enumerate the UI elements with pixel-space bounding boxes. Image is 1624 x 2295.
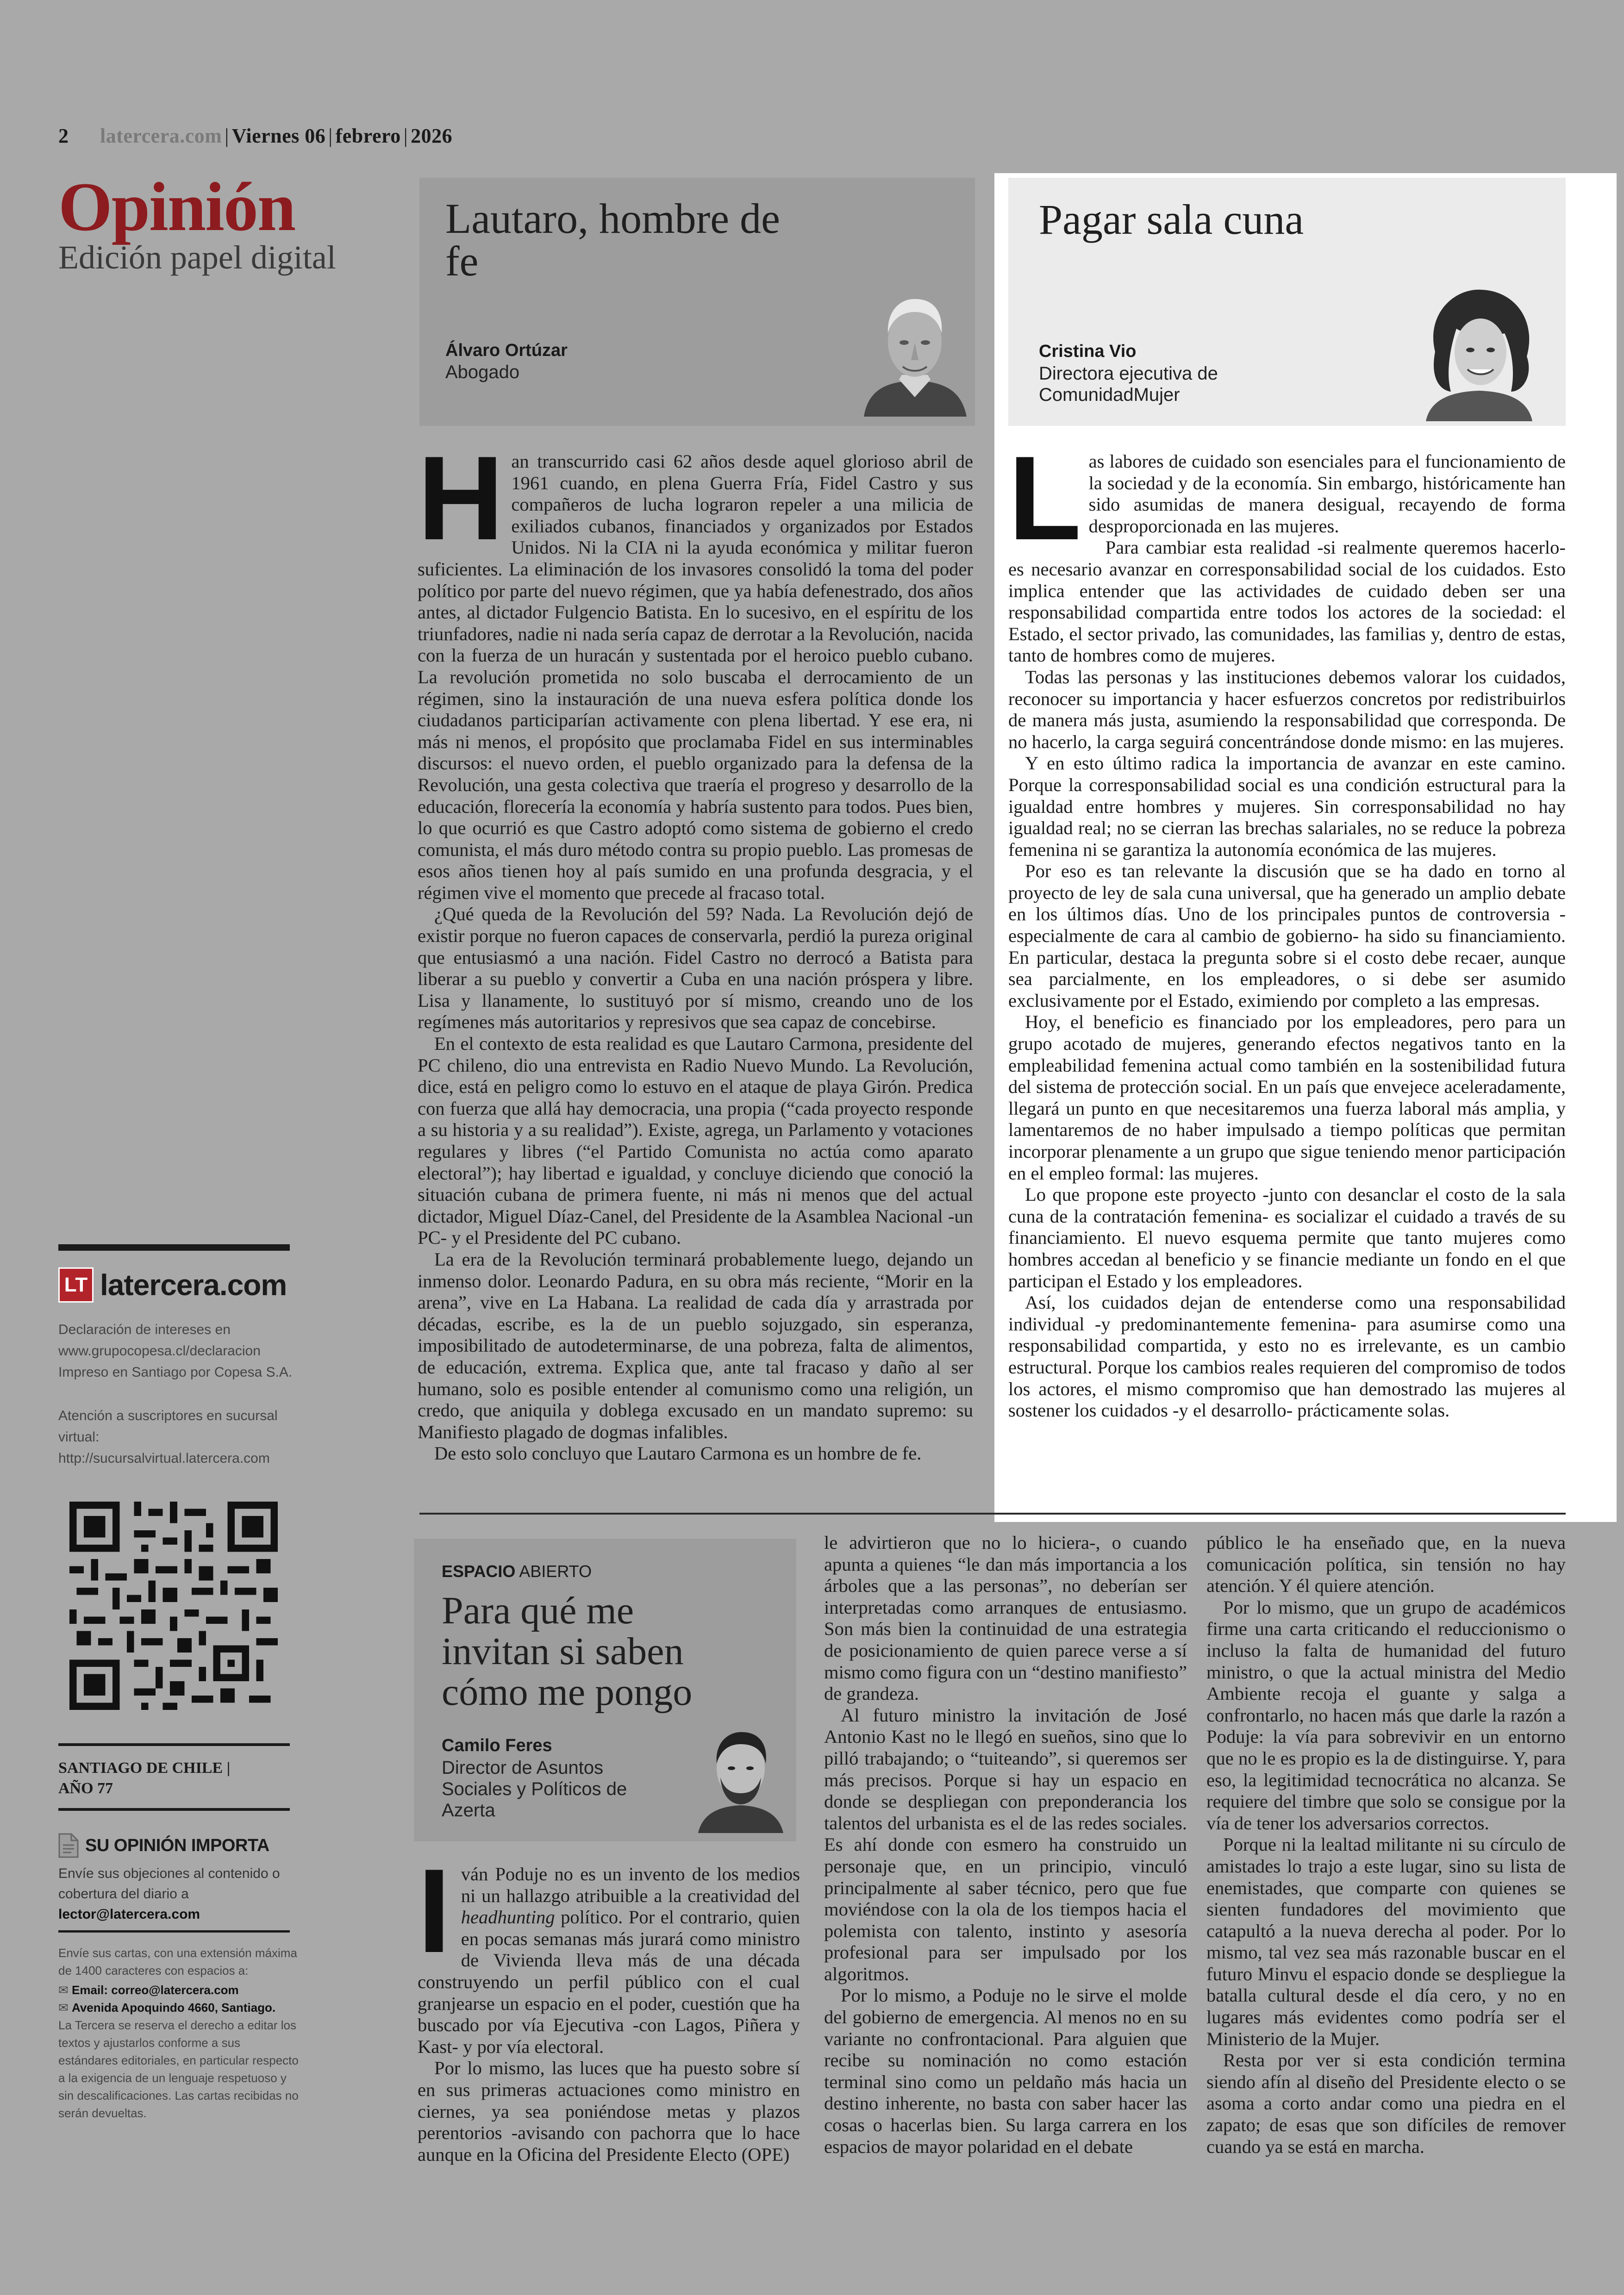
article3-paragraph: Resta por ver si esta condición termina siendo afín al diseño del Presidente electo o se asoma a corto andar como una piedra en el zapato; de esas que son difíciles de remover cuando ya se está en marcha. [1206, 2050, 1566, 2157]
document-icon [58, 1833, 79, 1858]
article1-paragraph: Han transcurrido casi 62 años desde aquel glorioso abril de 1961 cuando, en plena Guerra Fría, Fidel Castro y sus compañeros de lucha lograron repeler a una milicia de exiliados cubanos, financiados y organizados por Estados Unidos. Ni la CIA ni la ayuda económica y militar fueron suficientes. La eliminación de los invasores consolidó la toma del poder político por parte del nuevo régimen, que ya había defenestrado, dos años antes, al dictador Fulgencio Batista. En lo sucesivo, en el espíritu de los triunfadores, nadie ni nada sería capaz de derrotar a la Revolución, nacida con la fuerza de un huracán y sustentada por el heroico pueblo cubano. La revolución prometida no solo buscaba el derrocamiento de un régimen, sino la instauración de una nueva esfera política donde los ciudadanos participarían activamente con plena libertad. Y ese era, ni más ni menos, el propósito que proclamaba Fidel en sus interminables discursos: el nuevo orden, el pueblo organizado para la defensa de la Revolución, una gesta colectiva que traería el progreso y desarrollo de la educación, florecería la economía y habría sustento para todos. Pues bien, lo que ocurrió es que Castro adoptó como sistema de gobierno el credo comunista, el más duro método contra su propio pueblo. Las promesas de esos años tienen hoy al país sumido en una profunda desgracia, y el régimen vive el momento que precede al fracaso total. [418, 431, 973, 903]
su-opinion-block [58, 1864, 299, 1925]
su-opinion-heading [58, 1833, 269, 1858]
article2-paragraph: Así, los cuidados dejan de entenderse como una responsabilidad individual -y predominantemente femenina- para asumirse como una responsabilidad compartida, y esto no es irrelevante, es un cambio estructural. Porque los cambios reales requieren del compromiso de todos los actores, el mismo compromiso que han demostrado las mujeres al sostener los cuidados -y el desarrollo- prácticamente solas. [1008, 1292, 1566, 1421]
article1-paragraph: De esto solo concluyo que Lautaro Carmona es un hombre de fe. [434, 1443, 922, 1464]
article3-paragraph: Porque ni la lealtad militante ni su círculo de amistades lo trajo a este lugar, sino su lista de enemistades, que comparte con quienes se sienten fundadores del movimiento que catapultó a la nueva derecha al poder. Por lo mismo, tal vez sea más razonable buscar en el futuro Minvu el espacio donde se despliegue la batalla cultural desde el día cero, y no en lugares más evidentes como podría ser el Ministerio de la Mujer. [1206, 1834, 1566, 2049]
subscriber-attention-text: Atención a suscriptores en sucursal virtual: http://sucursalvirtual.latercera.com [58, 1408, 278, 1466]
article2-paragraph: Todas las personas y las instituciones debemos valorar los cuidados, reconocer su importancia y hacer esfuerzos concretos por redistribuirlos de manera más justa, asumiendo la responsabilidad que corresponda. De no hacerlo, la carga seguirá concentrándose donde mismo: en las mujeres. [1008, 666, 1566, 752]
article3-paragraph: le advirtieron que no lo hiciera-, o cuando apunta a quienes “le dan más importancia a los árboles que a las personas”, no deberían ser interpretadas como arranques de entusiasmo. Son más bien la continuidad de una estrategia de posicionamiento de quien parece verse a sí mismo como figura con un “destino manifiesto” de grandeza. [824, 1532, 1187, 1704]
article3-kicker: ESPACIO ABIERTO [442, 1562, 592, 1581]
article1-title: Lautaro, hombre de fe [445, 195, 780, 285]
letters-email[interactable]: Email: correo@latercera.com [72, 1983, 239, 1997]
article1-paragraph: ¿Qué queda de la Revolución del 59? Nada. La Revolución dejó de existir porque no fueron capaces de conservarla, perdió la pureza original que entusiasmó a una nación. Fidel Castro no derrocó a Batista para liberar a su pueblo y convertir a Cuba en una nación próspera y libre. Lisa y llanamente, lo sustituyó por sí mismo, creando uno de los regímenes más autoritarios y represivos que sea capaz de concebirse. [418, 904, 973, 1033]
section-subtitle: Edición papel digital [58, 239, 336, 276]
article3-title: Para qué me invitan si saben cómo me pongo [442, 1589, 693, 1714]
divider [58, 1930, 290, 1933]
year-label: AÑO 77 [58, 1780, 113, 1797]
article2-role: Directora ejecutiva de ComunidadMujer [1039, 363, 1218, 405]
header-day: Viernes 06 [231, 125, 326, 147]
article3-paragraph: Por lo mismo, que un grupo de académicos firme una carta criticando el reduccionismo o incluso la falta de humanidad del futuro ministro, o que la actual ministra del Medio Ambiente recoja el guante y salga a confrontarlo, no hacen más que darle la razón a Poduje: la vía para sobrevivir en un entorno que no le es propio es la de distinguirse. Y, para eso, la legitimidad tecnocrática no alcanza. Se requiere del timbre que solo se consigue por la vía de tener los adversarios correctos. [1206, 1597, 1566, 1834]
article2-title: Pagar sala cuna [1039, 196, 1304, 243]
article2-author: Cristina Vio [1039, 342, 1137, 361]
su-opinion-email[interactable]: lector@latercera.com [58, 1907, 200, 1922]
article2-paragraph: Hoy, el beneficio es financiado por los empleadores, pero para un grupo acotado de mujeres, generando efectos negativos tanto en la empleabilidad femenina actual como también en la sostenibilidad futura del sistema de protección social. En un país que envejece aceleradamente, llegará un punto en que necesitaremos una fuerza laboral más amplia, y lamentaremos de no haber impulsado a tiempo políticas que permitan incorporar plenamente a un grupo que sigue teniendo menor participación en el empleo formal: las mujeres. [1008, 1011, 1566, 1184]
declaration-text: Declaración de intereses en www.grupocopesa.cl/declaracion Impreso en Santiago por Copesa S.A. [58, 1322, 293, 1380]
article3-role: Director de Asuntos Sociales y Políticos de Azerta [442, 1758, 627, 1821]
article1-drop-cap: H [418, 431, 504, 565]
article3-author: Camilo Feres [442, 1736, 552, 1755]
divider [58, 1743, 290, 1746]
article3-paragraph: Al futuro ministro la invitación de José Antonio Kast no le llegó en sueños, sino que lo pilló trabajando; o “tuiteando”, si queremos ser más precisos. Porque si hay un espacio en donde se despliegan con preponderancia los talentos del urbanista es el de las redes sociales. Es ahí donde con esmero ha construido un personaje que, en un principio, vinculó principalmente al saber técnico, pero que fue moviéndose con la ola de los tiempos hacia el polemista con talento, instinto y asesoría profesional para ser impulsado por los algoritmos. [824, 1704, 1187, 1984]
letters-text: Envíe sus cartas, con una extensión máxima de 1400 caracteres con espacios a: [58, 1946, 297, 1977]
author-photo-camilo [694, 1717, 787, 1833]
section-title: Opinión [58, 168, 295, 245]
article1-role: Abogado [445, 362, 520, 382]
article1-body [418, 431, 973, 1465]
header-site[interactable]: latercera.com [100, 125, 222, 147]
article3-column-2 [824, 1532, 1187, 2158]
email-icon: ✉ [58, 1983, 69, 1997]
brand-name: latercera.com [100, 1268, 287, 1302]
article1-paragraph: La era de la Revolución terminará probablemente luego, dejando un inmenso dolor. Leonardo Padura, en su obra más reciente, “Morir en la arena”, vive en La Habana. La realidad de cada día y arrastrada por décadas, escribe, es la de un pueblo sojuzgado, sin esperanza, imposibilitado de autodeterminarse, de una pobreza, falta de alimentos, de educación, extrema. Explica que, ante tal fracaso y daño al ser humano, solo es posible entender al comunismo como una religión, un credo, que aniquila y doblega excusado en un mandato supremo: su Manifiesto plagado de dogmas infalibles. [418, 1248, 973, 1442]
city-year [58, 1758, 230, 1799]
qr-code[interactable] [69, 1502, 278, 1710]
brand-logo[interactable] [58, 1267, 287, 1303]
article2-paragraph: Y en esto último radica la importancia de avanzar en este camino. Porque la corresponsabilidad social es una condición estructural para la igualdad entre hombres y mujeres. Sin corresponsabilidad no hay igualdad real; no se cierran las brechas salariales, no se reduce la pobreza femenina ni se garantiza la autonomía económica de las mujeres. [1008, 753, 1566, 860]
divider [58, 1244, 290, 1251]
article1-paragraph: En el contexto de esta realidad es que Lautaro Carmona, presidente del PC chileno, dio una entrevista en Radio Nuevo Mundo. La Revolución, dice, está en peligro como lo estuvo en el ataque de playa Girón. Predica con fuerza que allá hay democracia, una propia (“cada proyecto responde a su historia y a su realidad”). Existe, agrega, un Parlamento y votaciones regulares y libres (“el Partido Comunista no actúa como aparato electoral”); hay libertad e igualdad, y concluye diciendo que conoció la situación cubana de primera fuente, ni más ni menos que del actual dictador, Miguel Díaz-Canel, del Presidente de la Asamblea Nacional -un PC- y el Presidente del PC cubano. [418, 1033, 973, 1248]
article2-paragraph: Lo que propone este proyecto -junto con desanclar el costo de la sala cuna de la contratación femenina- es socializar el cuidado a través de su financiamiento. El nuevo esquema permite que tanto mujeres como hombres accedan al beneficio y se financie mediante un fondo en el que participan el Estado y los empleadores. [1008, 1184, 1566, 1291]
header-month: febrero [335, 125, 401, 147]
article3-paragraph: Iván Poduje no es un invento de los medios ni un hallazgo atribuible a la creatividad del headhunting político. Por el contrario, quien en pocas semanas más jurará como ministro de Vivienda lleva más de una década construyendo un perfil público con el cual granjearse un espacio en el poder, cuestión que ha buscado por vía Ejecutiva -con Lagos, Piñera y Kast- y por vía electoral. [418, 1844, 800, 2057]
letters-address: Avenida Apoquindo 4660, Santiago. [72, 2001, 276, 2014]
author-photo-alvaro [859, 282, 970, 417]
author-photo-cristina [1412, 282, 1546, 421]
su-opinion-title: SU OPINIÓN IMPORTA [85, 1835, 269, 1855]
article3-paragraph: Por lo mismo, las luces que ha puesto sobre sí en sus primeras actuaciones como ministro en ciernes, ya sea poniéndose metas y plazos perentorios -avisando con pachorra que lo hace aunque en la Oficina del Presidente Electo (OPE) [418, 2058, 800, 2165]
mailbox-icon: ✉ [58, 2001, 69, 2014]
page-header: 2 latercera.com | Viernes 06 | febrero | 2026 [58, 125, 453, 147]
divider [58, 1808, 290, 1811]
letters-block [58, 1944, 299, 2122]
article2-paragraph: Para cambiar esta realidad -si realmente queremos hacerlo- es necesario avanzar en corresponsabilidad social de los cuidados. Esto implica entender que las actividades de cuidado deben ser una responsabilidad compartida entre todos los actores de la sociedad: el Estado, el sector privado, las comunidades, las familias y, dentro de estas, tanto de hombres como de mujeres. [1008, 537, 1566, 666]
article1-author: Álvaro Ortúzar [445, 341, 568, 360]
letters-note: La Tercera se reserva el derecho a editar los textos y ajustarlos conforme a sus estándares editoriales, en particular respecto a la exigencia de un lenguaje respetuoso y sin descalificaciones. Las cartas recibidas no serán devueltas. [58, 2018, 299, 2120]
article3-column-1 [418, 1844, 800, 2165]
section-divider [419, 1513, 1566, 1515]
article3-drop-cap: I [418, 1844, 451, 1977]
article2-paragraph: Por eso es tan relevante la discusión que se ha dado en torno al proyecto de ley de sala cuna universal, que ha generado un amplio debate en los últimos días. Uno de los principales puntos de controversia -especialmente de cara al cambio de gobierno- ha sido su financiamiento. En particular, destaca la pregunta sobre si el costo debe recaer, aunque sea parcialmente, en los empleadores, o si debe ser asumido exclusivamente por el Estado, eximiendo por completo a las empresas. [1008, 861, 1566, 1011]
su-opinion-text: Envíe sus objeciones al contenido o cobertura del diario a [58, 1866, 280, 1902]
city-label: SANTIAGO DE CHILE | [58, 1759, 231, 1777]
article2-body [1008, 431, 1566, 1422]
brand-mark: LT [58, 1267, 94, 1303]
article3-paragraph: público le ha enseñado que, en la nueva comunicación política, sin tensión no hay atención. Y él quiere atención. [1206, 1532, 1566, 1597]
header-year: 2026 [411, 125, 453, 147]
page-number: 2 [58, 125, 69, 147]
article3-column-3 [1206, 1532, 1566, 2158]
article2-paragraph: Las labores de cuidado son esenciales para el funcionamiento de la sociedad y de la economía. Sin embargo, históricamente han sido asumidas de manera desigual, recayendo de forma desproporcionada en las mujeres. [1008, 431, 1566, 565]
article2-drop-cap: L [1008, 431, 1081, 565]
article3-paragraph: Por lo mismo, a Poduje no le sirve el molde del gobierno de emergencia. Al menos no en su variante no confrontacional. Para alguien que recibe su nominación no como estación terminal sino como un peldaño más hacia un destino inherente, no basta con saber hacer las cosas o hacerlas bien. Su larga carrera en los espacios de mayor polaridad en el debate [824, 1985, 1187, 2157]
